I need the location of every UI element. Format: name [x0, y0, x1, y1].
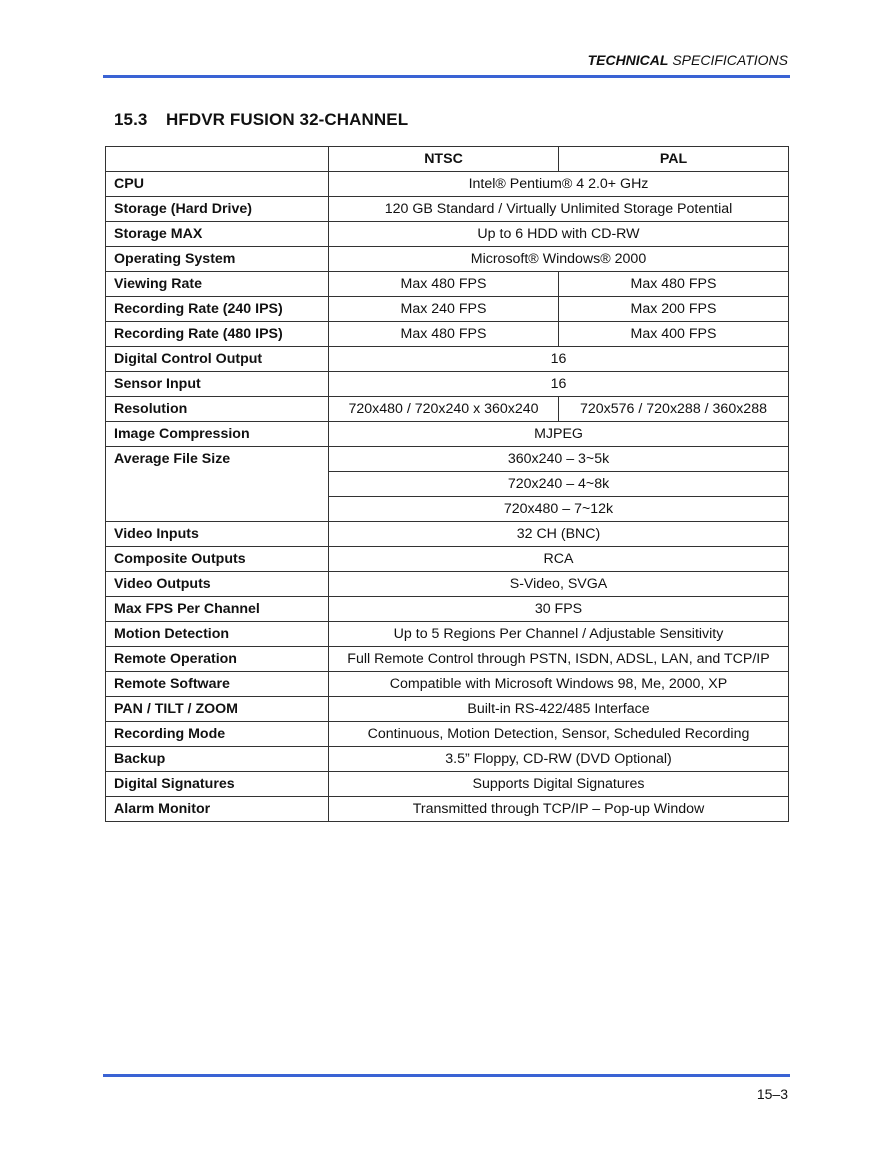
row-value: Supports Digital Signatures	[329, 772, 789, 797]
row-label: Sensor Input	[106, 372, 329, 397]
pal-value: Max 400 FPS	[559, 322, 789, 347]
row-label: Digital Control Output	[106, 347, 329, 372]
row-label: Digital Signatures	[106, 772, 329, 797]
row-label: Image Compression	[106, 422, 329, 447]
table-row	[106, 247, 789, 272]
table-row	[106, 197, 789, 222]
row-label: Storage (Hard Drive)	[106, 197, 329, 222]
header-empty-cell	[106, 147, 329, 172]
row-value: Up to 6 HDD with CD-RW	[329, 222, 789, 247]
row-label: Storage MAX	[106, 222, 329, 247]
section-title	[114, 110, 408, 130]
row-value: Built-in RS-422/485 Interface	[329, 697, 789, 722]
row-label: Backup	[106, 747, 329, 772]
table-row	[106, 272, 789, 297]
row-value: 16	[329, 372, 789, 397]
row-value: 3.5” Floppy, CD-RW (DVD Optional)	[329, 747, 789, 772]
header-bold: TECHNICAL	[587, 52, 669, 68]
row-value: 120 GB Standard / Virtually Unlimited Storage Potential	[329, 197, 789, 222]
table-row	[106, 372, 789, 397]
row-value: Microsoft® Windows® 2000	[329, 247, 789, 272]
table-row	[106, 797, 789, 822]
row-label: Motion Detection	[106, 622, 329, 647]
section-number: 15.3	[114, 110, 148, 129]
row-label: Video Inputs	[106, 522, 329, 547]
row-value: 16	[329, 347, 789, 372]
table-row	[106, 622, 789, 647]
row-label: Remote Operation	[106, 647, 329, 672]
row-value: Continuous, Motion Detection, Sensor, Scheduled Recording	[329, 722, 789, 747]
table-row	[106, 647, 789, 672]
header-ntsc: NTSC	[329, 147, 559, 172]
row-label: Recording Rate (480 IPS)	[106, 322, 329, 347]
table-row	[106, 397, 789, 422]
row-label: Recording Rate (240 IPS)	[106, 297, 329, 322]
table-row	[106, 547, 789, 572]
row-label: Max FPS Per Channel	[106, 597, 329, 622]
table-row	[106, 722, 789, 747]
table-row	[106, 697, 789, 722]
row-label: Resolution	[106, 397, 329, 422]
row-value: 30 FPS	[329, 597, 789, 622]
table-row	[106, 772, 789, 797]
table-row	[106, 597, 789, 622]
running-header	[588, 52, 788, 68]
row-label: Operating System	[106, 247, 329, 272]
row-label: Recording Mode	[106, 722, 329, 747]
table-row	[106, 222, 789, 247]
table-row	[106, 172, 789, 197]
row-label: Alarm Monitor	[106, 797, 329, 822]
row-value: MJPEG	[329, 422, 789, 447]
row-value: 720x240 – 4~8k	[329, 472, 789, 497]
pal-value: 720x576 / 720x288 / 360x288	[559, 397, 789, 422]
footer-rule	[103, 1074, 790, 1077]
row-value: 360x240 – 3~5k	[329, 447, 789, 472]
ntsc-value: Max 480 FPS	[329, 322, 559, 347]
row-value: Compatible with Microsoft Windows 98, Me, 2000, XP	[329, 672, 789, 697]
header-rule	[103, 75, 790, 78]
table-row	[106, 297, 789, 322]
table-header-row	[106, 147, 789, 172]
table-row	[106, 672, 789, 697]
row-label: Average File Size	[106, 447, 329, 522]
pal-value: Max 480 FPS	[559, 272, 789, 297]
table-row	[106, 322, 789, 347]
row-label: PAN / TILT / ZOOM	[106, 697, 329, 722]
page-number: 15–3	[756, 1086, 788, 1102]
table-row	[106, 572, 789, 597]
table-row	[106, 447, 789, 472]
row-label: CPU	[106, 172, 329, 197]
table-row	[106, 747, 789, 772]
table-row	[106, 347, 789, 372]
row-value: Full Remote Control through PSTN, ISDN, ADSL, LAN, and TCP/IP	[329, 647, 789, 672]
row-value: 32 CH (BNC)	[329, 522, 789, 547]
ntsc-value: Max 240 FPS	[329, 297, 559, 322]
row-value: RCA	[329, 547, 789, 572]
row-value: 720x480 – 7~12k	[329, 497, 789, 522]
pal-value: Max 200 FPS	[559, 297, 789, 322]
row-label: Composite Outputs	[106, 547, 329, 572]
table-row	[106, 422, 789, 447]
row-label: Video Outputs	[106, 572, 329, 597]
row-label: Viewing Rate	[106, 272, 329, 297]
table-row	[106, 522, 789, 547]
row-value: Intel® Pentium® 4 2.0+ GHz	[329, 172, 789, 197]
row-value: S-Video, SVGA	[329, 572, 789, 597]
row-value: Up to 5 Regions Per Channel / Adjustable Sensitivity	[329, 622, 789, 647]
section-heading: HFDVR FUSION 32-CHANNEL	[166, 110, 409, 129]
row-label: Remote Software	[106, 672, 329, 697]
header-rest: SPECIFICATIONS	[672, 52, 788, 68]
header-pal: PAL	[559, 147, 789, 172]
ntsc-value: 720x480 / 720x240 x 360x240	[329, 397, 559, 422]
row-value: Transmitted through TCP/IP – Pop-up Window	[329, 797, 789, 822]
spec-table	[105, 146, 789, 822]
ntsc-value: Max 480 FPS	[329, 272, 559, 297]
